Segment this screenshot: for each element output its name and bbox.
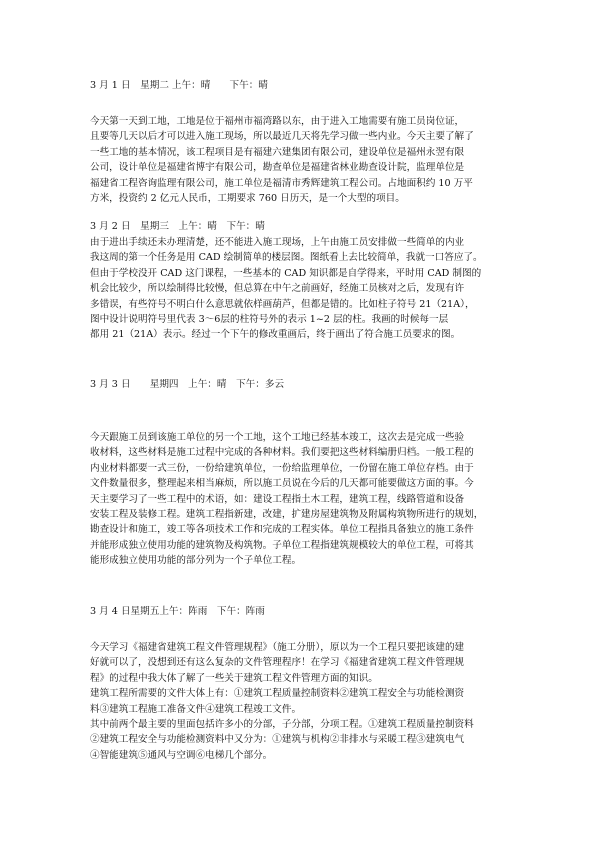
text-line: 我这周的第一个任务是用 CAD 绘制简单的楼层图。图纸看上去比较简单，我就一口答应了。	[90, 252, 483, 264]
text-line: ②建筑工程安全与功能检测资料中又分为：①建筑与机构②非排水与采暖工程③建筑电气	[90, 734, 465, 746]
text-line: 今天第一天到工地，工地是位于福州市福湾路以东，由于进入工地需要有施工员岗位证，	[90, 116, 465, 127]
text-line: 程》的过程中我大体了解了一些关于建筑工程文件管理方面的知识。	[90, 672, 378, 684]
text-line: 天主要学习了一些工程中的术语，如：建设工程指土木工程，建筑工程，线路管道和设备	[90, 493, 465, 505]
entry-header-mar1: 3 月 1 日 星期二 上午：晴 下午：晴	[90, 80, 268, 91]
text-line: 安装工程及装修工程。建筑工程指新建，改建，扩建房屋建筑物及附属构筑物所进行的规划，	[90, 509, 484, 521]
text-line: 今天跟施工员到该施工单位的另一个工地，这个工地已经基本竣工，这次去是完成一些验	[90, 432, 465, 443]
text-line: 由于进出手续还未办理清楚，还不能进入施工现场，上午由施工员安排做一些简单的内业	[90, 237, 465, 248]
text-line: 福建省工程咨询监理有限公司，施工单位是福清市秀辉建筑工程公司。占地面积约 10 万平	[90, 177, 473, 189]
entry-body-mar2	[90, 235, 508, 343]
text-line: 勘查设计和施工，竣工等各项技术工作和完成的工程实体。单位工程指具备独立的施工条件	[90, 524, 474, 536]
text-line: 多错误，有些符号不明白什么意思就依样画葫芦，但都是错的。比如柱子符号 21（21A），	[90, 298, 475, 310]
text-line: 建筑工程所需要的文件大体上有：①建筑工程质量控制资料②建筑工程安全与功能检测资	[90, 688, 465, 700]
text-line: 且要等几天以后才可以进入施工现场，所以最近几天将先学习做一些内业。今天主要了解了	[90, 131, 474, 143]
text-line: 但由于学校没开 CAD 这门课程，一些基本的 CAD 知识都是自学得来，平时用 CAD 制图的	[90, 267, 482, 279]
text-line: 料③建筑工程施工准备文件④建筑工程竣工文件。	[90, 703, 302, 715]
entry-body-mar4	[90, 640, 508, 763]
text-line: 都用 21（21A）表示。经过一个下午的修改重画后，终于画出了符合施工员要求的图。	[90, 329, 461, 341]
text-line: 图中设计说明符号里代表 3～6层的柱符号外的表示 1~2 层的柱。我画的时候每一层	[90, 314, 449, 326]
entry-header-mar3: 3 月 3 日 星期四 上午：晴 下午：多云	[90, 379, 285, 390]
text-line: 并能形成独立使用功能的建筑物及构筑物。子单位工程指建筑规模较大的单位工程，可将其	[90, 539, 474, 551]
text-line: 公司，设计单位是福建省博宇有限公司，勘查单位是福建省林业勘查设计院，监理单位是	[90, 162, 465, 174]
entry-header-mar4: 3 月 4 日星期五上午：阵雨 下午：阵雨	[90, 606, 265, 617]
text-line: 方米，投资约 2 亿元人民币，工期要求 760 日历天，是一个大型的项目。	[90, 193, 405, 205]
text-line: 收材料，这些材料是施工过程中完成的各种材料。我们要把这些材料编册归档。一般工程的	[90, 447, 474, 459]
text-line: 好就可以了，没想到还有这么复杂的文件管理程序！在学习《福建省建筑工程文件管理规	[90, 657, 465, 669]
text-line: 机会比较少，所以绘制得比较慢，但总算在中午之前画好，经施工员核对之后，发现有许	[90, 283, 465, 295]
text-line: 其中前两个最主要的里面包括许多小的分部，子分部，分项工程。①建筑工程质量控制资料	[90, 719, 474, 731]
text-line: 文件数量很多，整理起来相当麻烦，所以施工员说在今后的几天都可能要做这方面的事。今	[90, 478, 474, 490]
text-line: 今天学习《福建省建筑工程文件管理规程》（施工分册），原以为一个工程只要把该建的建	[90, 642, 465, 653]
text-line: 内业材料都要一式三份，一份给建筑单位，一份给监理单位，一份留在施工单位存档。由于	[90, 462, 474, 474]
entry-body-mar3	[90, 430, 508, 569]
text-line: 一些工地的基本情况，该工程项目是有福建六建集团有限公司，建设单位是福州永翌有限	[90, 146, 465, 158]
text-line: ④智能建筑⑤通风与空调⑥电梯几个部分。	[90, 749, 273, 761]
text-line: 能形成独立使用功能的部分列为一个子单位工程。	[90, 555, 302, 567]
entry-header-mar2: 3 月 2 日 星期三 上午：晴 下午：晴	[90, 221, 265, 232]
entry-body-mar1	[90, 114, 508, 206]
